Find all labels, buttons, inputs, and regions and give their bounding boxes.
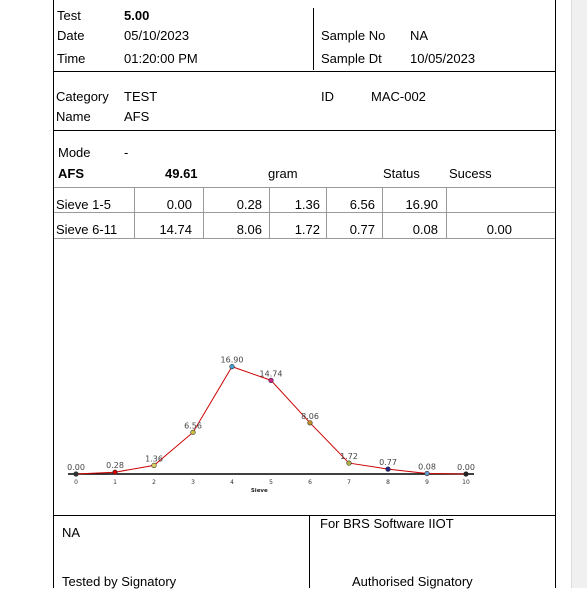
data-point: [425, 471, 430, 476]
status-value: Sucess: [449, 166, 492, 181]
table-cell: 0.00: [486, 222, 512, 237]
data-point: [347, 461, 352, 466]
data-label: 0.28: [106, 461, 124, 471]
company-name: For BRS Software IIOT: [320, 516, 454, 531]
time-label: Time: [57, 51, 86, 66]
data-label: 0.00: [67, 463, 85, 472]
sample-no-label: Sample No: [321, 28, 386, 43]
tested-by-signatory: Tested by Signatory: [62, 574, 177, 589]
category-label: Category: [56, 89, 109, 104]
sample-no-value: NA: [410, 28, 429, 43]
data-point: [464, 472, 469, 477]
divider: [54, 71, 555, 72]
x-axis-label: Sieve: [250, 488, 268, 494]
time-value: 01:20:00 PM: [124, 51, 198, 66]
id-value: MAC-002: [371, 89, 426, 104]
table-cell: 0.77: [349, 222, 375, 237]
data-label: 6.56: [184, 421, 202, 431]
x-tick-label: 5: [269, 479, 273, 486]
divider: [54, 130, 555, 131]
date-value: 05/10/2023: [124, 28, 190, 43]
afs-label: AFS: [58, 166, 84, 181]
footer-left-value: NA: [62, 525, 81, 540]
status-label: Status: [383, 166, 420, 181]
x-tick-label: 6: [308, 479, 312, 486]
vertical-scrollbar[interactable]: [571, 0, 587, 588]
table-cell: 14.74: [159, 222, 192, 237]
data-label: 0.08: [418, 462, 436, 472]
table-row-label: Sieve 1-5: [56, 197, 111, 212]
sample-dt-value: 10/05/2023: [410, 51, 476, 66]
data-point: [308, 420, 313, 425]
table-cell: 8.06: [236, 222, 262, 237]
table-cell: 0.28: [236, 197, 262, 212]
data-label: 0.77: [379, 458, 397, 468]
data-label: 0.00: [457, 463, 475, 472]
name-value: AFS: [124, 109, 150, 124]
data-point: [386, 467, 391, 472]
data-label: 14.74: [259, 369, 283, 379]
unit-label: gram: [268, 166, 298, 181]
data-point: [191, 430, 196, 435]
data-point: [152, 463, 157, 468]
date-label: Date: [57, 28, 85, 43]
data-point: [269, 378, 274, 383]
divider: [54, 515, 555, 516]
test-label: Test: [57, 8, 81, 23]
table-cell: 1.72: [294, 222, 320, 237]
data-label: 1.72: [340, 452, 358, 462]
footer-divider: [309, 515, 310, 588]
table-cell: 0.08: [412, 222, 438, 237]
mode-value: -: [124, 145, 129, 160]
x-tick-label: 10: [462, 479, 470, 486]
authorised-signatory: Authorised Signatory: [352, 574, 473, 589]
data-point: [74, 472, 79, 477]
table-cell: 16.90: [405, 197, 438, 212]
table-cell: 1.36: [294, 197, 320, 212]
table-cell: 0.00: [166, 197, 192, 212]
x-tick-label: 8: [386, 479, 390, 486]
x-tick-label: 1: [113, 479, 117, 486]
x-tick-label: 4: [230, 479, 234, 486]
sample-dt-label: Sample Dt: [321, 51, 382, 66]
table-row-label: Sieve 6-11: [56, 222, 118, 237]
data-label: 1.36: [145, 454, 163, 464]
header-divider: [313, 8, 314, 70]
x-tick-label: 7: [347, 479, 351, 486]
report-page: [53, 0, 556, 588]
data-label: 16.90: [220, 355, 244, 365]
x-tick-label: 9: [425, 479, 429, 486]
x-tick-label: 0: [74, 479, 78, 486]
data-point: [113, 470, 118, 475]
name-label: Name: [56, 109, 91, 124]
x-tick-label: 3: [191, 479, 195, 486]
sieve-distribution-chart: [54, 345, 555, 500]
category-value: TEST: [124, 89, 158, 104]
x-tick-label: 2: [152, 479, 156, 486]
test-value: 5.00: [124, 8, 150, 23]
table-cell: 6.56: [349, 197, 375, 212]
data-point: [230, 364, 235, 369]
data-label: 8.06: [301, 411, 319, 421]
afs-value: 49.61: [165, 166, 198, 181]
mode-label: Mode: [58, 145, 91, 160]
id-label: ID: [321, 89, 334, 104]
